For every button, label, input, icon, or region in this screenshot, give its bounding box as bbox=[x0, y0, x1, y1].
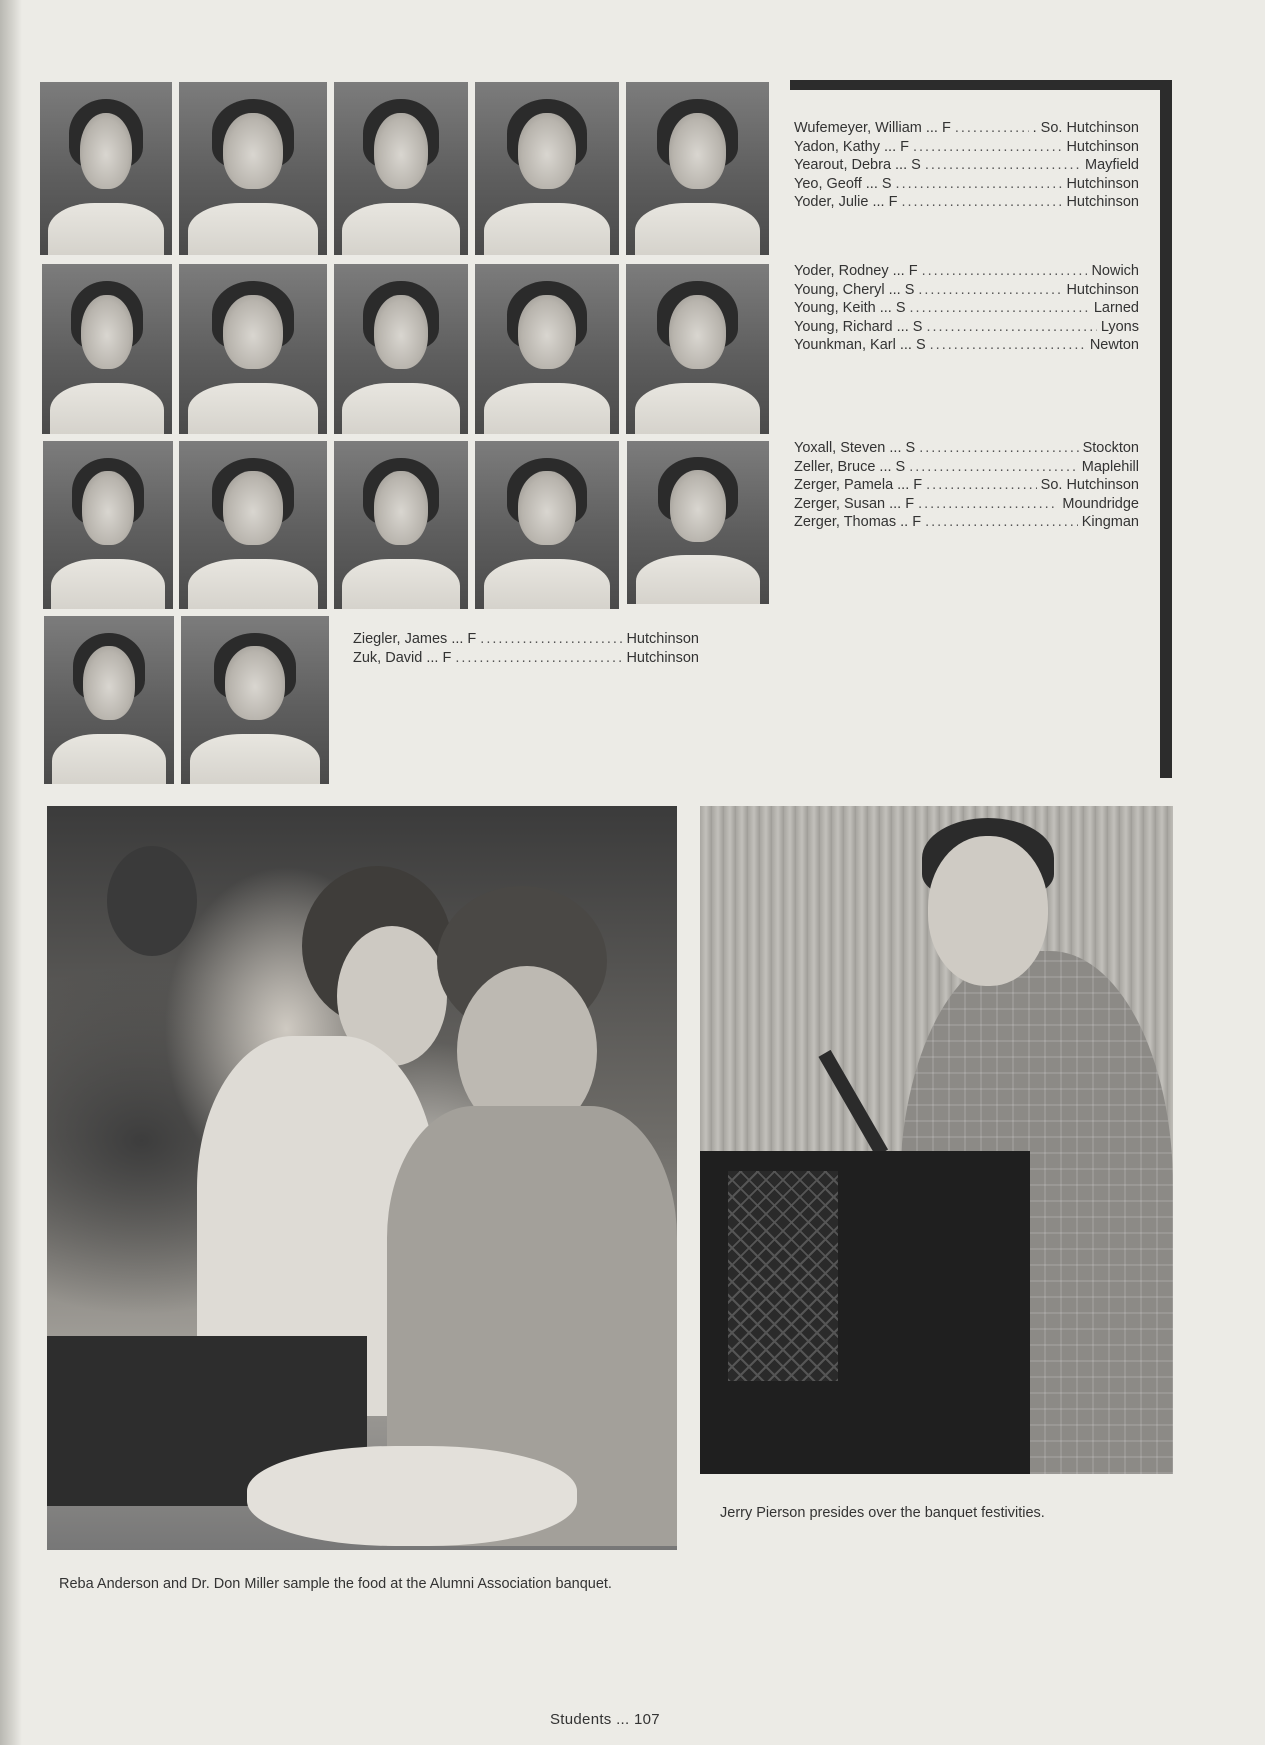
page-binding-shadow bbox=[0, 0, 22, 1745]
student-portrait bbox=[44, 616, 174, 784]
student-name: Zerger, Pamela ... F bbox=[794, 477, 923, 493]
roster-group-2 bbox=[794, 262, 1139, 355]
banquet-photo bbox=[47, 806, 677, 1550]
student-hometown: Hutchinson bbox=[1066, 194, 1139, 210]
roster-entry bbox=[794, 138, 1139, 157]
roster-entry bbox=[794, 513, 1139, 532]
student-hometown: Hutchinson bbox=[1066, 175, 1139, 192]
roster-group-3 bbox=[794, 439, 1139, 532]
student-hometown: . So. Hutchinson bbox=[1032, 120, 1139, 136]
student-name: Yoder, Julie ... F bbox=[794, 194, 898, 210]
student-name: Young, Keith ... S bbox=[794, 300, 906, 316]
student-hometown: Lyons bbox=[1100, 318, 1139, 335]
student-name: Yoder, Rodney ... F bbox=[794, 263, 918, 279]
roster-entry bbox=[794, 318, 1139, 337]
student-hometown: Hutchinson bbox=[626, 649, 699, 666]
roster-entry bbox=[794, 175, 1139, 194]
student-portrait bbox=[40, 82, 172, 255]
student-hometown: Hutchinson bbox=[626, 631, 699, 647]
roster-entry bbox=[353, 649, 699, 668]
student-portrait bbox=[179, 441, 327, 609]
roster-entry bbox=[794, 281, 1139, 300]
student-hometown: Stockton bbox=[1082, 440, 1139, 456]
student-portrait bbox=[626, 264, 769, 434]
student-portrait bbox=[42, 264, 172, 434]
student-hometown: So. Hutchinson bbox=[1040, 477, 1139, 493]
student-portrait bbox=[627, 441, 769, 604]
student-name: Yoxall, Steven ... S bbox=[794, 440, 916, 456]
page-folio: Students ... 107 bbox=[550, 1711, 660, 1728]
speaker-photo-caption: Jerry Pierson presides over the banquet festivities. bbox=[720, 1505, 1045, 1521]
student-portrait bbox=[334, 82, 468, 255]
speaker-photo bbox=[700, 806, 1173, 1474]
student-name: Young, Cheryl ... S bbox=[794, 281, 915, 298]
student-hometown: Hutchinson bbox=[1066, 281, 1139, 298]
student-hometown: Mayfield bbox=[1085, 157, 1139, 173]
student-hometown: Hutchinson bbox=[1066, 138, 1139, 155]
roster-entry bbox=[794, 262, 1139, 281]
student-name: Yearout, Debra ... S bbox=[794, 157, 921, 173]
banquet-photo-caption: Reba Anderson and Dr. Don Miller sample the food at the Alumni Association banquet. bbox=[59, 1576, 612, 1592]
student-name: Young, Richard ... S bbox=[794, 318, 923, 335]
roster-entry bbox=[353, 630, 699, 649]
student-portrait bbox=[179, 82, 327, 255]
student-hometown: Larned bbox=[1093, 300, 1139, 316]
student-hometown: Nowich bbox=[1091, 263, 1139, 279]
student-name: Younkman, Karl ... S bbox=[794, 337, 926, 353]
roster-entry bbox=[794, 495, 1139, 514]
student-portrait bbox=[179, 264, 327, 434]
student-name: Yadon, Kathy ... F bbox=[794, 138, 909, 155]
roster-entry bbox=[794, 439, 1139, 458]
student-name: Zerger, Thomas .. F bbox=[794, 514, 922, 530]
student-name: Wufemeyer, William ... F bbox=[794, 120, 951, 136]
student-hometown: Newton bbox=[1089, 337, 1139, 353]
student-name: Zerger, Susan ... F bbox=[794, 495, 915, 512]
student-name: Ziegler, James ... F bbox=[353, 631, 477, 647]
roster-entry bbox=[794, 299, 1139, 318]
roster-entry bbox=[794, 458, 1139, 477]
student-name: Yeo, Geoff ... S bbox=[794, 175, 892, 192]
roster-entry bbox=[794, 476, 1139, 495]
student-portrait bbox=[181, 616, 329, 784]
student-hometown: Kingman bbox=[1081, 514, 1139, 530]
student-portrait bbox=[475, 441, 619, 609]
student-portrait bbox=[475, 264, 619, 434]
roster-entry bbox=[794, 336, 1139, 355]
student-portrait bbox=[334, 441, 468, 609]
student-name: Zuk, David ... F bbox=[353, 649, 452, 666]
student-portrait bbox=[334, 264, 468, 434]
student-hometown: Maplehill bbox=[1081, 458, 1139, 475]
roster-entry bbox=[794, 156, 1139, 175]
roster-entry bbox=[794, 193, 1139, 212]
student-portrait bbox=[626, 82, 769, 255]
student-portrait bbox=[475, 82, 619, 255]
student-name: Zeller, Bruce ... S bbox=[794, 458, 906, 475]
roster-group-1 bbox=[794, 119, 1139, 212]
student-portrait bbox=[43, 441, 173, 609]
roster-group-4 bbox=[353, 630, 699, 667]
roster-entry bbox=[794, 119, 1139, 138]
student-hometown: Moundridge bbox=[1062, 495, 1139, 512]
